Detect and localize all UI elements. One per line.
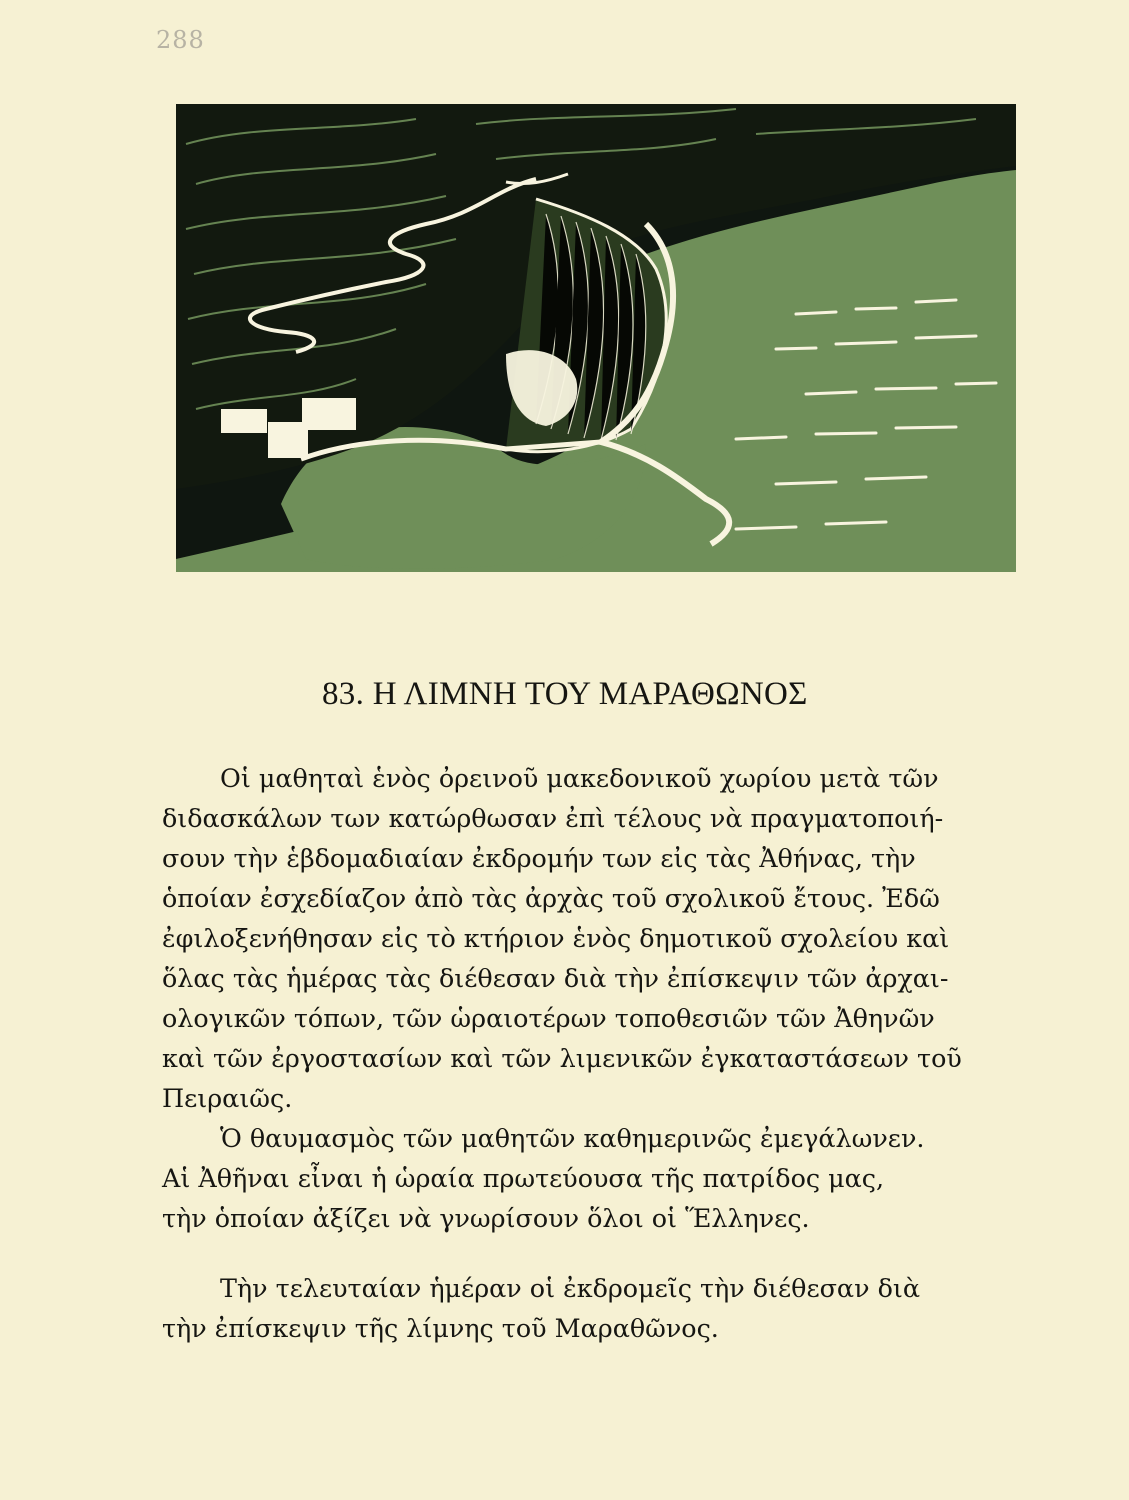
text-line: Αἱ Ἀθῆναι εἶναι ἡ ὡραία πρωτεύουσα τῆς πατρίδος μας,: [162, 1163, 885, 1193]
page-number: 288: [156, 26, 205, 54]
text-line: ὁποίαν ἐσχεδίαζον ἀπὸ τὰς ἀρχὰς τοῦ σχολικοῦ ἔτους. Ἐδῶ: [162, 883, 940, 913]
paragraph-gap: [162, 1238, 1002, 1268]
text-line: καὶ τῶν ἐργοστασίων καὶ τῶν λιμενικῶν ἐγκαταστάσεων τοῦ: [162, 1043, 962, 1073]
small-building: [221, 409, 267, 433]
text-line: ολογικῶν τόπων, τῶν ὡραιοτέρων τοποθεσιῶν τῶν Ἀθηνῶν: [162, 1003, 935, 1033]
text-line: Πειραιῶς.: [162, 1083, 293, 1113]
chapter-title: 83. Η ΛΙΜΝΗ ΤΟΥ ΜΑΡΑΘΩΝΟΣ: [322, 676, 808, 712]
text-line: σουν τὴν ἑβδομαδιαίαν ἐκδρομήν των εἰς τὰς Ἀθήνας, τὴν: [162, 843, 916, 873]
text-line: Ὁ θαυμασμὸς τῶν μαθητῶν καθημερινῶς ἐμεγάλωνεν.: [220, 1123, 925, 1153]
dam-building-upper: [302, 398, 356, 430]
dam-lake-engraving-icon: [176, 104, 1016, 572]
text-line: διδασκάλων των κατώρθωσαν ἐπὶ τέλους νὰ πραγματοποιή-: [162, 803, 944, 833]
text-line: Οἱ μαθηταὶ ἑνὸς ὀρεινοῦ μακεδονικοῦ χωρίου μετὰ τῶν: [220, 763, 939, 793]
body-text: [162, 758, 1002, 1348]
text-line: ὅλας τὰς ἡμέρας τὰς διέθεσαν διὰ τὴν ἐπίσκεψιν τῶν ἀρχαι-: [162, 963, 949, 993]
text-line: τὴν ἐπίσκεψιν τῆς λίμνης τοῦ Μαραθῶνος.: [162, 1313, 719, 1343]
marathon-dam-illustration: [176, 104, 1016, 572]
text-line: ἐφιλοξενήθησαν εἰς τὸ κτήριον ἑνὸς δημοτικοῦ σχολείου καὶ: [162, 923, 950, 953]
text-line: τὴν ὁποίαν ἀξίζει νὰ γνωρίσουν ὅλοι οἱ Ἕλληνες.: [162, 1203, 810, 1233]
text-line: Τὴν τελευταίαν ἡμέραν οἱ ἐκδρομεῖς τὴν διέθεσαν διὰ: [220, 1273, 920, 1303]
